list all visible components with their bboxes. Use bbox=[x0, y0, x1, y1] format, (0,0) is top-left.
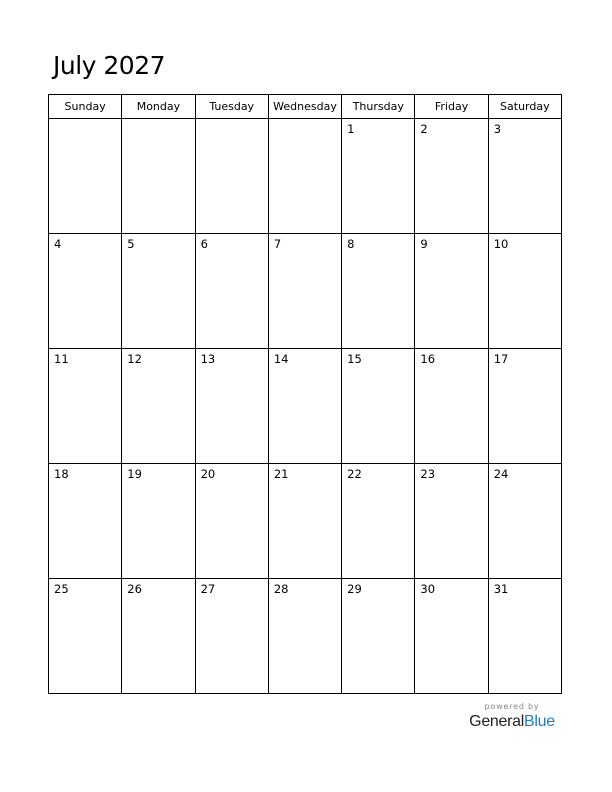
day-number: 15 bbox=[347, 352, 362, 366]
day-number: 16 bbox=[420, 352, 436, 366]
day-cell bbox=[122, 464, 195, 579]
week-row-3 bbox=[49, 349, 562, 464]
page-title: July 2027 bbox=[53, 51, 166, 80]
day-number: 11 bbox=[54, 352, 69, 366]
day-number bbox=[122, 119, 194, 122]
day-cell bbox=[122, 119, 195, 234]
day-number: 27 bbox=[200, 582, 216, 596]
weekday-friday: Friday bbox=[415, 95, 488, 119]
day-cell bbox=[268, 119, 341, 234]
day-cell bbox=[342, 464, 415, 579]
weekday-thursday: Thursday bbox=[342, 95, 415, 119]
day-cell bbox=[49, 579, 122, 694]
day-number: 29 bbox=[347, 582, 362, 596]
day-number bbox=[269, 119, 341, 122]
day-number: 24 bbox=[493, 467, 509, 481]
day-number bbox=[196, 119, 268, 122]
week-row-5 bbox=[49, 579, 562, 694]
day-cell bbox=[415, 119, 488, 234]
day-cell bbox=[342, 119, 415, 234]
day-number: 21 bbox=[273, 467, 289, 481]
day-number: 12 bbox=[127, 352, 142, 366]
day-cell bbox=[488, 119, 561, 234]
day-cell bbox=[488, 349, 561, 464]
day-number: 4 bbox=[54, 237, 62, 251]
day-number: 13 bbox=[200, 352, 216, 366]
day-cell bbox=[268, 464, 341, 579]
day-cell bbox=[195, 349, 268, 464]
day-number: 14 bbox=[273, 352, 289, 366]
day-number: 8 bbox=[347, 237, 355, 251]
day-cell bbox=[415, 464, 488, 579]
day-cell bbox=[195, 464, 268, 579]
day-number: 30 bbox=[420, 582, 436, 596]
day-cell bbox=[415, 579, 488, 694]
week-row-2 bbox=[49, 234, 562, 349]
day-number: 3 bbox=[493, 122, 502, 136]
day-number: 5 bbox=[127, 237, 135, 251]
day-number: 20 bbox=[200, 467, 216, 481]
day-cell bbox=[488, 464, 561, 579]
day-number: 22 bbox=[347, 467, 362, 481]
day-cell bbox=[342, 579, 415, 694]
day-number: 31 bbox=[493, 582, 509, 596]
day-cell bbox=[415, 234, 488, 349]
day-cell bbox=[49, 119, 122, 234]
day-cell bbox=[195, 234, 268, 349]
day-cell bbox=[488, 234, 561, 349]
day-cell bbox=[195, 579, 268, 694]
week-row-1 bbox=[49, 119, 562, 234]
day-number: 1 bbox=[347, 122, 355, 136]
day-number: 18 bbox=[54, 467, 69, 481]
day-cell bbox=[415, 349, 488, 464]
generalblue-logo bbox=[462, 712, 562, 732]
logo-text-blue: Blue bbox=[524, 713, 555, 730]
day-number bbox=[49, 119, 121, 122]
day-number: 28 bbox=[273, 582, 289, 596]
day-cell bbox=[122, 234, 195, 349]
generalblue-branding[interactable] bbox=[462, 702, 562, 732]
day-number: 6 bbox=[200, 237, 208, 251]
weekday-sunday: Sunday bbox=[49, 95, 122, 119]
day-cell bbox=[268, 349, 341, 464]
day-number: 25 bbox=[54, 582, 69, 596]
day-cell bbox=[268, 579, 341, 694]
weekday-tuesday: Tuesday bbox=[195, 95, 268, 119]
logo-text-general: General bbox=[469, 713, 524, 730]
day-cell bbox=[122, 579, 195, 694]
day-number: 2 bbox=[420, 122, 428, 136]
weekday-monday: Monday bbox=[122, 95, 195, 119]
day-cell bbox=[488, 579, 561, 694]
weekday-saturday: Saturday bbox=[488, 95, 561, 119]
day-cell bbox=[122, 349, 195, 464]
day-number: 7 bbox=[273, 237, 282, 251]
day-number: 26 bbox=[127, 582, 142, 596]
day-cell bbox=[342, 234, 415, 349]
calendar-grid bbox=[48, 94, 562, 694]
powered-by-text: powered by bbox=[484, 702, 540, 711]
day-cell bbox=[49, 234, 122, 349]
day-number: 10 bbox=[493, 237, 509, 251]
day-cell bbox=[49, 464, 122, 579]
day-number: 23 bbox=[420, 467, 436, 481]
day-number: 9 bbox=[420, 237, 428, 251]
day-cell bbox=[342, 349, 415, 464]
weekday-wednesday: Wednesday bbox=[268, 95, 341, 119]
day-cell bbox=[268, 234, 341, 349]
day-cell bbox=[49, 349, 122, 464]
weekday-header-row bbox=[49, 95, 562, 119]
week-row-4 bbox=[49, 464, 562, 579]
day-cell bbox=[195, 119, 268, 234]
day-number: 17 bbox=[493, 352, 509, 366]
day-number: 19 bbox=[127, 467, 142, 481]
